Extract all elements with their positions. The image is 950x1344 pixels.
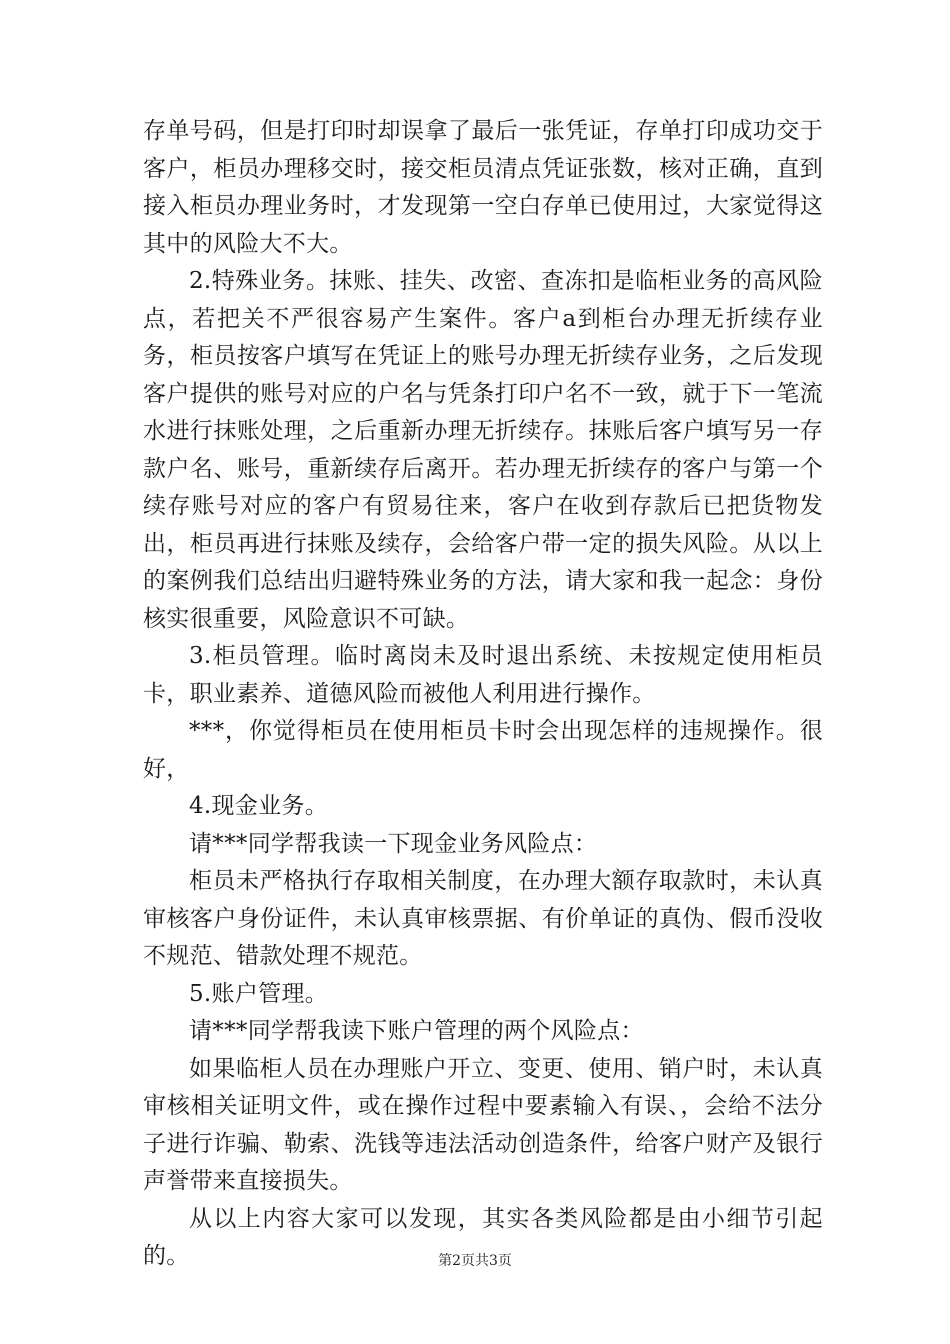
paragraph-special-business: 2.特殊业务。抹账、挂失、改密、查冻扣是临柜业务的高风险点，若把关不严很容易产生案件。客户a到柜台办理无折续存业务，柜员按客户填写在凭证上的账号办理无折续存业务，之后发现客户提供的账号对应的户名与凭条打印户名不一致，就于下一笔流水进行抹账处理，之后重新办理无折续存。抹账后客户填写另一存款户名、账号，重新续存后离开。若办理无折续存的客户与第一个续存账号对应的客户有贸易往来，客户在收到存款后已把货物发出，柜员再进行抹账及续存，会给客户带一定的损失风险。从以上的案例我们总结出归避特殊业务的方法，请大家和我一起念：身份核实很重要，风险意识不可缺。 xyxy=(143,268,823,632)
page-number-footer: 第2页共3页 xyxy=(438,1253,512,1269)
paragraph-question: ***，你觉得柜员在使用柜员卡时会出现怎样的违规操作。很好， xyxy=(143,718,823,782)
paragraph-cash-business-heading: 4.现金业务。 xyxy=(189,793,329,819)
paragraph-teller-management: 3.柜员管理。临时离岗未及时退出系统、未按规定使用柜员卡，职业素养、道德风险而被他人利用进行操作。 xyxy=(143,643,823,707)
paragraph-cash-reading-request: 请***同学帮我读一下现金业务风险点： xyxy=(189,830,598,857)
paragraph-account-risk-points: 如果临柜人员在办理账户开立、变更、使用、销户时，未认真审核相关证明文件，或在操作过程中要素输入有误、，会给不法分子进行诈骗、勒索、洗钱等违法活动创造条件，给客户财产及银行声誉带来直接损失。 xyxy=(143,1055,823,1194)
paragraph-cash-risk-points: 柜员未严格执行存取相关制度，在办理大额存取款时，未认真审核客户身份证件，未认真审核票据、有价单证的真伪、假币没收不规范、错款处理不规范。 xyxy=(143,868,823,969)
paragraph-account-reading-request: 请***同学帮我读下账户管理的两个风险点： xyxy=(189,1018,644,1044)
paragraph-continued: 存单号码，但是打印时却误拿了最后一张凭证，存单打印成功交于客户，柜员办理移交时，接交柜员清点凭证张数，核对正确，直到接入柜员办理业务时，才发现第一空白存单已使用过，大家觉得这其中的风险大不大。 xyxy=(143,118,823,257)
document-body xyxy=(143,113,823,1276)
paragraph-account-management-heading: 5.账户管理。 xyxy=(189,980,329,1007)
paragraph-conclusion: 从以上内容大家可以发现，其实各类风险都是由小细节引起的。 xyxy=(143,1205,823,1269)
